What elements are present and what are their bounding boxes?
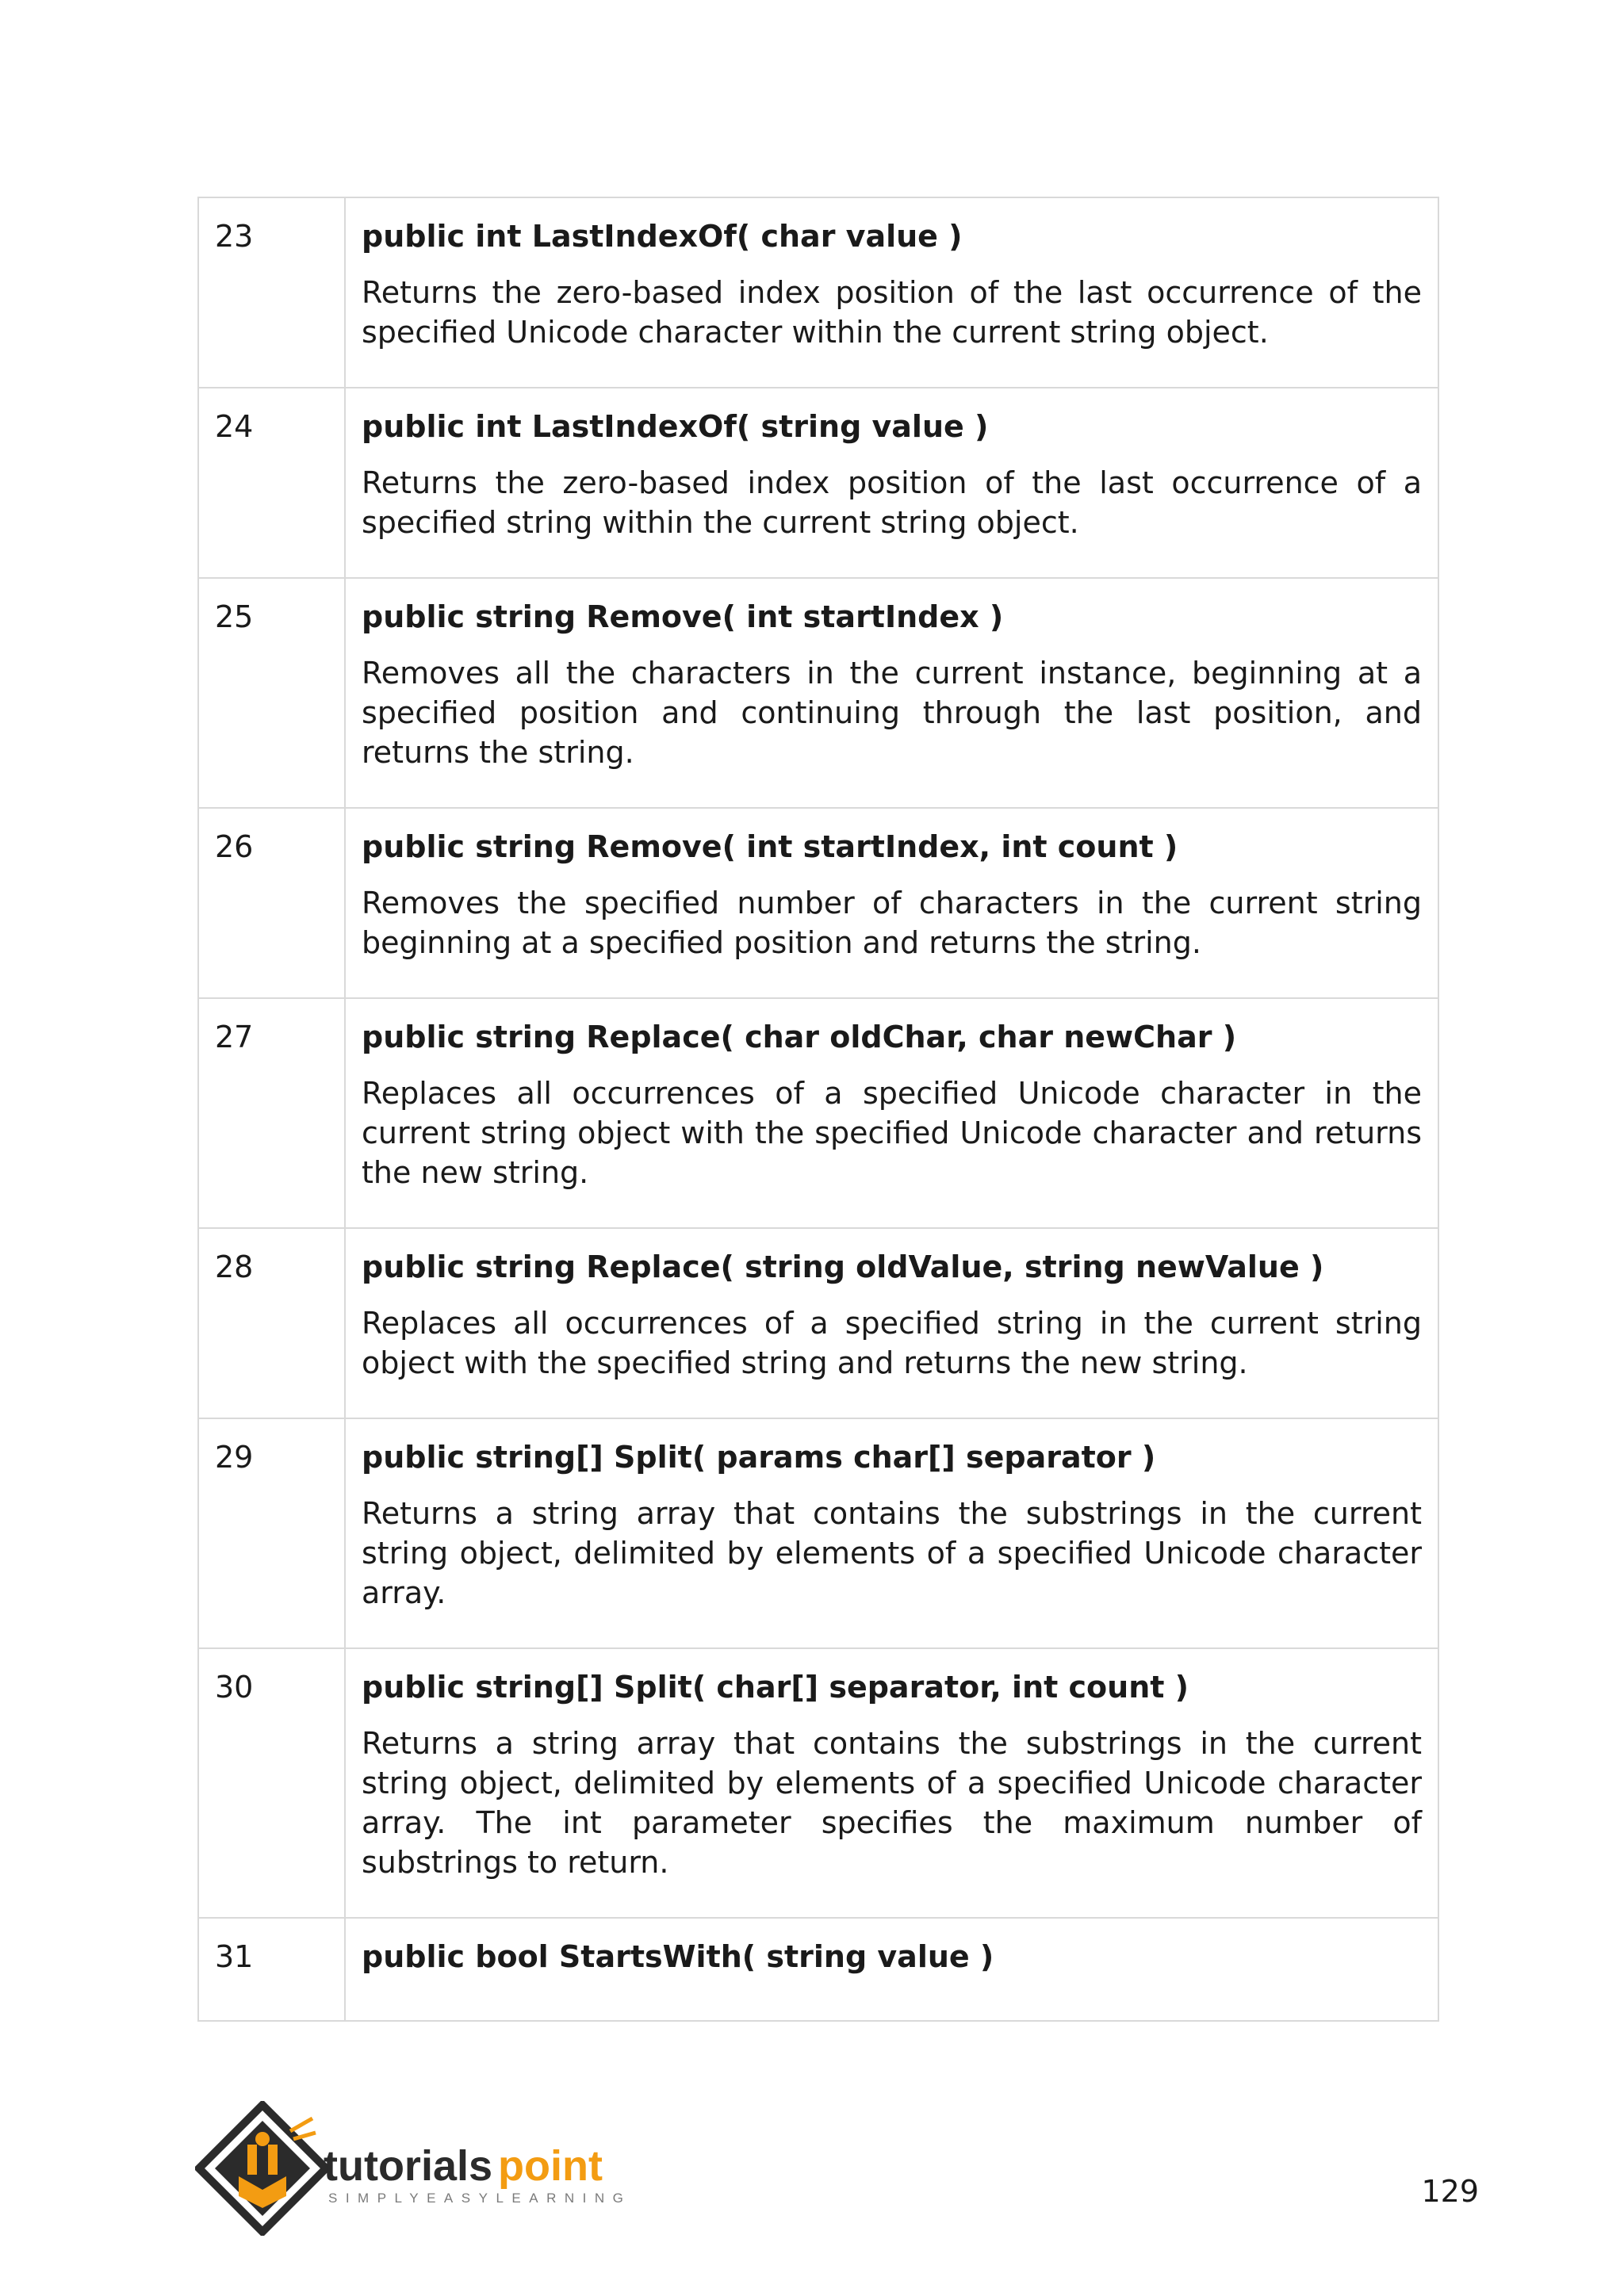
table-row [199, 1649, 1438, 1919]
method-signature: public string[] Split( char[] separator, int count ) [362, 1670, 1189, 1705]
method-cell [346, 1229, 1438, 1418]
row-number: 28 [199, 1229, 346, 1418]
logo-tagline: SIMPLYEASYLEARNING [328, 2191, 632, 2206]
table-row [199, 579, 1438, 809]
method-signature: public string Replace( string oldValue, string newValue ) [362, 1249, 1324, 1284]
method-cell [346, 1419, 1438, 1647]
row-number: 27 [199, 999, 346, 1227]
method-description: Replaces all occurrences of a specified string in the current string object with the specified string and returns the new string. [362, 1306, 1422, 1380]
table-row [199, 999, 1438, 1229]
logo-wordmark-main: tutorials [324, 2142, 493, 2190]
method-signature: public string Replace( char oldChar, char newChar ) [362, 1020, 1237, 1054]
row-number: 24 [199, 388, 346, 577]
row-number: 25 [199, 579, 346, 807]
methods-table [197, 197, 1439, 2022]
table-row [199, 809, 1438, 999]
row-number: 31 [199, 1919, 346, 2020]
method-description: Replaces all occurrences of a specified Unicode character in the current string object with the specified Unicode character and returns the new string. [362, 1076, 1422, 1190]
method-cell [346, 1919, 1438, 2020]
method-signature: public string Remove( int startIndex ) [362, 599, 1004, 634]
method-description: Removes all the characters in the current instance, beginning at a specified position and continuing through the last position, and returns the string. [362, 656, 1422, 770]
table-row [199, 198, 1438, 388]
method-cell [346, 809, 1438, 997]
method-signature: public int LastIndexOf( string value ) [362, 409, 989, 444]
method-cell [346, 999, 1438, 1227]
row-number: 30 [199, 1649, 346, 1917]
table-row [199, 1919, 1438, 2022]
table-row [199, 1419, 1438, 1649]
row-number: 26 [199, 809, 346, 997]
method-description: Returns the zero-based index position of the last occurrence of a specified string within the current string object. [362, 465, 1422, 540]
method-cell [346, 198, 1438, 387]
page-number: 129 [1421, 2174, 1479, 2209]
tutorialspoint-logo [195, 2101, 671, 2236]
table-row [199, 388, 1438, 579]
method-cell [346, 388, 1438, 577]
method-description: Returns the zero-based index position of the last occurrence of the specified Unicode character within the current string object. [362, 275, 1422, 350]
method-description: Returns a string array that contains the substrings in the current string object, delimited by elements of a specified Unicode character array. The int parameter specifies the maximum number of substrings to return. [362, 1726, 1422, 1880]
row-number: 23 [199, 198, 346, 387]
method-signature: public string Remove( int startIndex, int count ) [362, 829, 1178, 864]
method-signature: public string[] Split( params char[] separator ) [362, 1440, 1156, 1475]
method-description: Removes the specified number of characters in the current string beginning at a specified position and returns the string. [362, 886, 1422, 960]
method-signature: public bool StartsWith( string value ) [362, 1939, 994, 1974]
logo-diamond-icon [199, 2105, 326, 2232]
method-cell [346, 1649, 1438, 1917]
row-number: 29 [199, 1419, 346, 1647]
method-cell [346, 579, 1438, 807]
table-row [199, 1229, 1438, 1419]
logo-wordmark-accent: point [498, 2142, 603, 2190]
method-description: Returns a string array that contains the substrings in the current string object, delimited by elements of a specified Unicode character array. [362, 1496, 1422, 1610]
method-signature: public int LastIndexOf( char value ) [362, 219, 963, 254]
